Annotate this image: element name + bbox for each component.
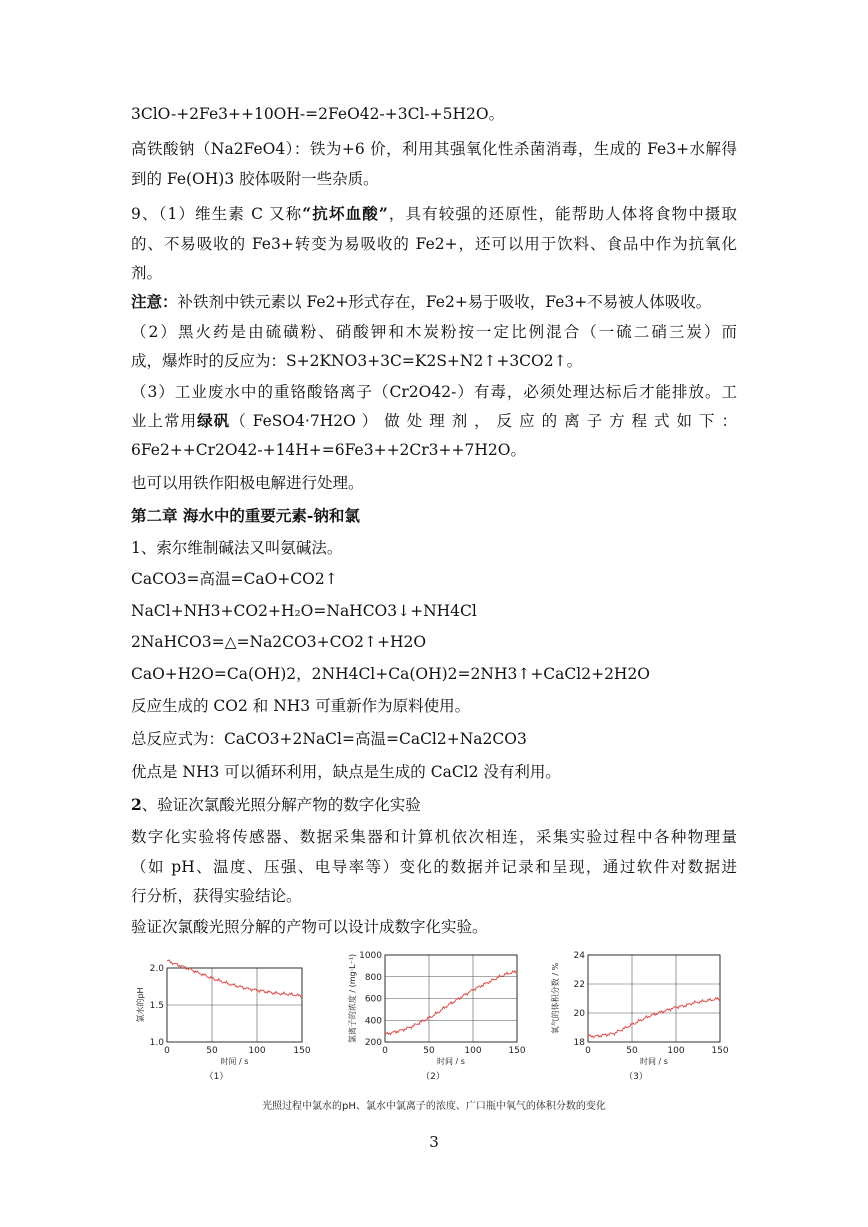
y-tick-label: 2.0 <box>149 964 164 974</box>
y-tick-label: 18 <box>573 1038 585 1048</box>
text-line: 优点是 NH3 可以循环利用，缺点是生成的 CaCl2 没有利用。 <box>131 763 561 781</box>
subfigure-label: （3） <box>624 1072 648 1082</box>
text-line: 高铁酸钠（Na2FeO4）：铁为+6 价，利用其强氧化性杀菌消毒，生成的 Fe3+水解得 <box>131 140 737 158</box>
text-line: 成，爆炸时的反应为：S+2KNO3+3C=K2S+N2↑+3CO2↑。 <box>131 352 583 370</box>
x-axis-label: 时间 / s <box>640 1057 668 1066</box>
subfigure-label: （1） <box>204 1072 229 1082</box>
y-tick-label: 22 <box>573 980 585 990</box>
section-heading <box>131 795 421 815</box>
text-line: 3ClO-+2Fe3++10OH-=2FeO42-+3Cl-+5H2O。 <box>131 105 505 123</box>
text-line: （3）工业废水中的重铬酸铬离子（Cr2O42-）有毒，必须处理达标后才能排放。工 <box>131 383 737 401</box>
chart-1 <box>135 960 311 1082</box>
charts-figure <box>120 945 760 1095</box>
text-line: 反应生成的 CO2 和 NH3 可重新作为原料使用。 <box>131 697 471 715</box>
chapter-heading: 第二章 海水中的重要元素-钠和氯 <box>131 506 360 525</box>
text-line: 的、不易吸收的 Fe3+转变为易吸收的 Fe2+，还可以用于饮料、食品中作为抗氧化 <box>131 235 737 253</box>
text-line: 也可以用铁作阳极电解进行处理。 <box>131 474 364 492</box>
y-tick-label: 20 <box>573 1009 585 1019</box>
x-tick-label: 100 <box>464 1046 482 1056</box>
y-tick-label: 1.5 <box>149 1001 164 1011</box>
text-line <box>131 204 737 224</box>
series-line <box>588 998 720 1038</box>
y-tick-label: 24 <box>573 951 585 961</box>
bold-term: 绿矾 <box>197 411 231 430</box>
x-axis-label: 时间 / s <box>437 1057 465 1066</box>
x-tick-label: 0 <box>382 1046 388 1056</box>
series-line <box>167 960 302 997</box>
y-axis-label: 氯离子的浓度 / (mg·L⁻¹) <box>348 953 357 1044</box>
text-line: （如 pH、温度、压强、电导率等）变化的数据并记录和呈现，通过软件对数据进 <box>131 858 737 876</box>
x-tick-label: 0 <box>164 1046 170 1056</box>
text-line: 剂。 <box>131 264 163 282</box>
subfigure-label: （2） <box>421 1072 445 1082</box>
y-tick-label: 1.0 <box>149 1038 164 1048</box>
text-line: 6Fe2++Cr2O42-+14H+=6Fe3++2Cr3++7H2O。 <box>131 441 526 459</box>
equation-line: NaCl+NH3+CO2+H₂O=NaHCO3↓+NH4Cl <box>131 602 477 620</box>
series-line <box>385 971 517 1035</box>
x-axis-label: 时间 / s <box>220 1057 249 1066</box>
x-tick-label: 150 <box>293 1046 311 1056</box>
text-line: 验证次氯酸光照分解的产物可以设计成数字化实验。 <box>131 918 488 936</box>
section-number: 2 <box>131 795 142 814</box>
text-line: 到的 Fe(OH)3 胶体吸附一些杂质。 <box>131 170 379 188</box>
plot-frame <box>588 955 720 1042</box>
page-number: 3 <box>429 1133 439 1151</box>
y-tick-label: 200 <box>364 1038 382 1048</box>
x-tick-label: 100 <box>667 1046 685 1056</box>
x-tick-label: 0 <box>585 1046 591 1056</box>
note-label: 注意： <box>131 292 178 311</box>
x-tick-label: 50 <box>626 1046 638 1056</box>
text-run: 9、（1）维生素 C 又称 <box>131 205 303 223</box>
text-line: 总反应式为：CaCO3+2NaCl=高温=CaCl2+Na2CO3 <box>131 730 527 748</box>
text-line: 1、索尔维制碱法又叫氨碱法。 <box>131 539 343 557</box>
x-tick-label: 150 <box>508 1046 526 1056</box>
equation-line: CaCO3=高温=CaO+CO2↑ <box>131 570 338 588</box>
y-axis-label: 氧气的体积分数 / % <box>551 962 560 1035</box>
text-line: 数字化实验将传感器、数据采集器和计算机依次相连，采集实验过程中各种物理量 <box>131 828 737 846</box>
y-tick-label: 1000 <box>359 951 382 961</box>
text-run: 补铁剂中铁元素以 Fe2+形式存在，Fe2+易于吸收，Fe3+不易被人体吸收。 <box>177 293 712 311</box>
x-tick-label: 150 <box>711 1046 729 1056</box>
chart-2 <box>347 951 526 1082</box>
bold-term: “抗坏血酸” <box>302 204 388 223</box>
figure-caption: 光照过程中氯水的pH、氯水中氯离子的浓度、广口瓶中氧气的体积分数的变化 <box>262 1101 606 1112</box>
text-line <box>131 411 737 431</box>
text-line: （2）黑火药是由硫磺粉、硝酸钾和木炭粉按一定比例混合（一硫二硝三炭）而 <box>131 323 737 341</box>
x-tick-label: 100 <box>248 1046 266 1056</box>
text-run: 、验证次氯酸光照分解产物的数字化实验 <box>141 796 421 814</box>
text-run: ，具有较强的还原性，能帮助人体将食物中摄取 <box>387 205 737 223</box>
x-tick-label: 50 <box>423 1046 435 1056</box>
chart-3 <box>550 951 729 1082</box>
y-tick-label: 800 <box>364 972 382 983</box>
text-run: （ FeSO4·7H2O ） 做 处 理 剂 ， 反 应 的 离 子 方 程 式 如 下 ： <box>230 412 737 430</box>
text-run: 业上常用 <box>131 412 198 430</box>
text-line: 行分析，获得实验结论。 <box>131 887 302 905</box>
equation-line: 2NaHCO3=△=Na2CO3+CO2↑+H2O <box>131 633 427 651</box>
figure <box>120 945 760 1099</box>
y-axis-label: 氯水的pH <box>136 987 145 1023</box>
text-line <box>131 292 711 312</box>
x-tick-label: 50 <box>206 1046 218 1056</box>
y-tick-label: 400 <box>364 1016 382 1027</box>
equation-line: CaO+H2O=Ca(OH)2，2NH4Cl+Ca(OH)2=2NH3↑+CaCl2+2H2O <box>131 665 651 683</box>
y-tick-label: 600 <box>364 994 382 1005</box>
